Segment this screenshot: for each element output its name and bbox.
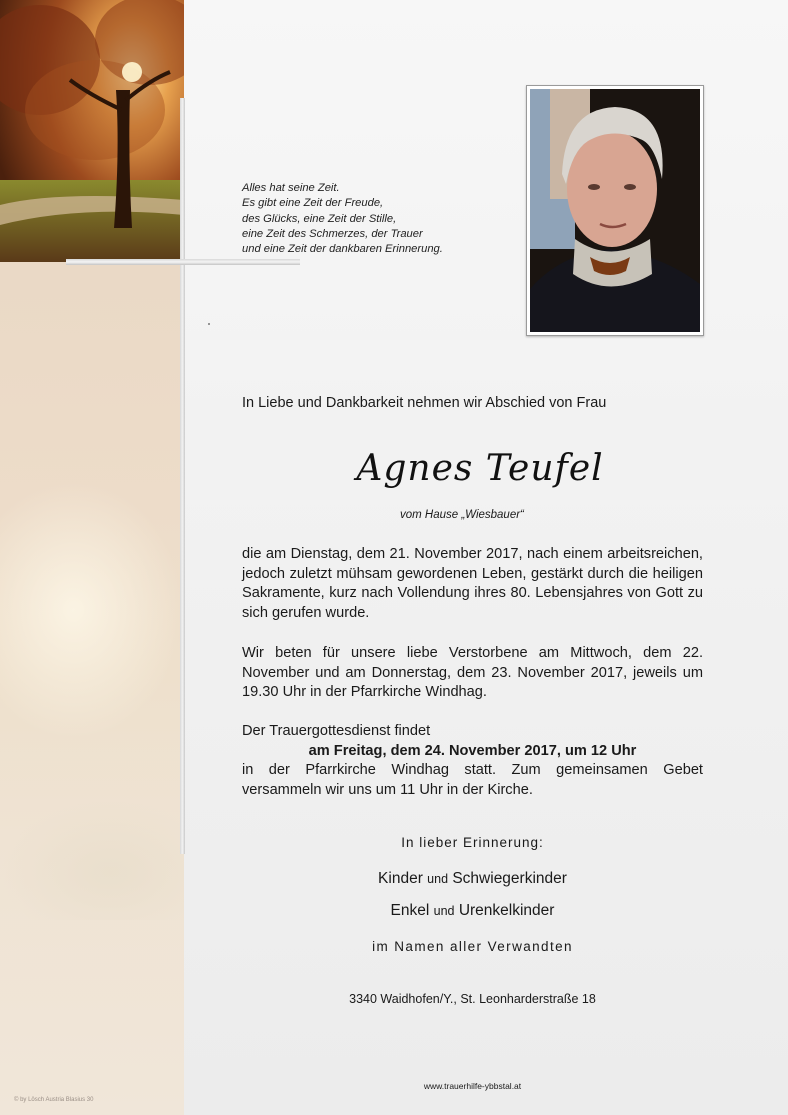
- website-footer: www.trauerhilfe-ybbstal.at: [423, 1081, 522, 1091]
- faded-path: [0, 800, 184, 920]
- autumn-tree-image: [0, 0, 184, 262]
- funeral-lead: Der Trauergottesdienst findet: [242, 723, 431, 739]
- family-grandchildren-a: Enkel: [390, 902, 430, 919]
- light-glow: [0, 480, 184, 740]
- prayer-paragraph: Wir beten für unsere liebe Verstorbene am Mittwoch, dem 22. November und am Donnerstag, dem 23. November 2017, jeweils um 19.30 Uhr in der Pfarrkirche Windhag.: [242, 645, 703, 701]
- cross-vertical-beam: [180, 98, 185, 854]
- death-paragraph: die am Dienstag, dem 21. November 2017, nach einem arbeitsreichen, jedoch zuletzt mühsam gewordenen Leben, gestärkt durch die heiligen Sakramente, kurz nach Vollendung ihres 80. Lebensjahres von Gott zu sich gerufen wurde.: [242, 546, 703, 621]
- maiden-house-name: vom Hause „Wiesbauer“: [400, 509, 524, 521]
- address: 3340 Waidhofen/Y., St. Leonharderstraße 18: [349, 992, 596, 1006]
- family-children: [242, 870, 703, 888]
- funeral-paragraph: [242, 722, 703, 800]
- portrait-photo: [526, 85, 704, 336]
- quote-line: und eine Zeit der dankbaren Erinnerung.: [242, 243, 443, 256]
- intro-text: In Liebe und Dankbarkeit nehmen wir Abschied von Frau: [242, 395, 607, 411]
- remembrance-heading: In lieber Erinnerung:: [401, 835, 544, 850]
- quote-line: eine Zeit des Schmerzes, der Trauer: [242, 227, 423, 240]
- memorial-quote: [242, 181, 512, 257]
- quote-line: des Glücks, eine Zeit der Stille,: [242, 212, 397, 225]
- family-grandchildren-b: Urenkelkinder: [458, 902, 555, 919]
- family-grandchildren: [242, 902, 703, 920]
- family-und: und: [433, 904, 455, 918]
- funeral-rest: in der Pfarrkirche Windhag statt. Zum gemeinsamen Gebet versammeln wir uns um 11 Uhr in der Kirche.: [242, 762, 703, 798]
- funeral-date: am Freitag, dem 24. November 2017, um 12 Uhr: [308, 742, 637, 759]
- cross-horizontal-beam: [66, 259, 300, 265]
- print-speck: [208, 323, 210, 325]
- quote-line: Es gibt eine Zeit der Freude,: [242, 197, 384, 210]
- quote-line: Alles hat seine Zeit.: [242, 182, 340, 194]
- family-children-b: Schwiegerkinder: [452, 870, 567, 887]
- deceased-name: Agnes Teufel: [356, 448, 604, 489]
- relatives-line: im Namen aller Verwandten: [372, 939, 573, 954]
- family-children-a: Kinder: [378, 870, 423, 887]
- copyright-note: © by Lösch Austria Blasius 30: [14, 1097, 94, 1103]
- family-und: und: [427, 872, 449, 886]
